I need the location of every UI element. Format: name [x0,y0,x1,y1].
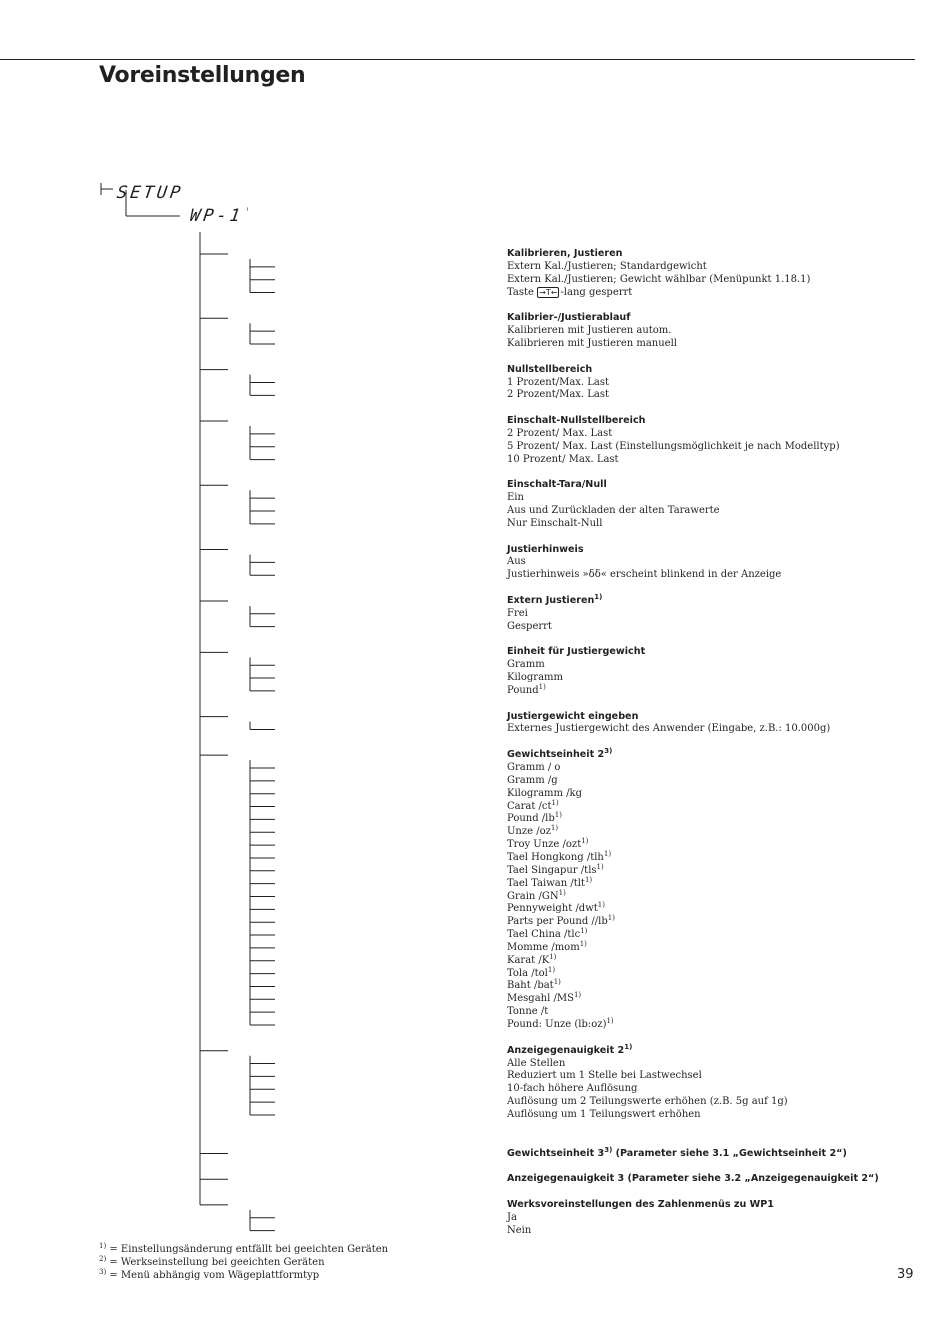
item-description [507,888,566,903]
item-description [507,1006,548,1018]
text-part: Gramm / o [507,762,561,773]
text-part: Gramm [507,659,545,671]
text-part: 3) [604,747,613,756]
text-part: Extern Justieren [507,594,595,606]
item-description [507,1058,565,1070]
text-part: Tael Hongkong /tlh [507,851,604,863]
text-part: Baht /bat [507,980,554,992]
text-part: Einschalt-Tara/Null [507,479,607,491]
text-part: Aus und Zurückladen der alten Tarawerte [507,505,720,516]
group-label [507,1145,847,1160]
item-description [507,1083,637,1095]
text-part: Justierhinweis [507,543,584,555]
text-part: 5 Prozent/ Max. Last (Einstellungsmöglichkeit je nach Modelltyp) [507,440,840,452]
item-description [507,939,587,954]
group-label [507,248,623,260]
text-part: Unze /oz [507,826,551,838]
text-part: 1) [551,798,559,807]
page-number: 39 [897,1267,914,1282]
item-description [507,261,707,273]
text-part: 1) [538,682,546,691]
item-description [507,454,619,466]
item-description [507,723,830,735]
text-part: Momme /mom [507,941,580,953]
text-part: Einheit für Justiergewicht [507,646,646,658]
item-description [507,505,720,517]
text-part: Tael Singapur /tls [507,864,597,876]
key-icon: →T← [539,287,558,297]
item-description [507,1212,517,1224]
footnote-1: $^{1)}$ = Einstellungsänderung entfällt bei geeichten Geräten [99,1242,389,1255]
footnote-3: $^{3)}$ = Menü abhängig vom Wägeplattformtyp [99,1268,320,1281]
item-description [507,1070,702,1082]
text-part: 1) [554,811,562,820]
text-part: 1) [624,1042,633,1051]
group-label [507,312,630,324]
text-part: Taste [507,286,538,298]
item-description [507,1096,788,1108]
text-part: Grain /GN [507,890,559,902]
text-part: 2 Prozent/Max. Last [507,389,610,401]
item-description [507,916,615,928]
item-description [507,965,556,980]
item-description [507,980,561,992]
group-label [507,749,612,761]
setup-display-label: SETUP [115,183,185,203]
group-label [507,711,638,723]
text-part: Aus [507,556,526,568]
item-description [507,428,612,440]
group-label [507,415,645,427]
item-description [507,325,671,337]
text-part: Kalibrieren mit Justieren manuell [507,337,677,349]
text-part: Reduziert um 1 Stelle bei Lastwechsel [507,1070,702,1082]
text-part: Gewichtseinheit 3 [507,1147,605,1159]
item-description [507,389,609,401]
text-part: Auflösung um 2 Teilungswerte erhöhen (z.B. 5g auf 1g) [507,1096,788,1108]
text-part: 1) [596,862,604,871]
text-part: -lang gesperrt [560,286,633,298]
text-part: Kalibrieren, Justieren [507,248,623,259]
group-label [507,364,592,376]
text-part: Extern Kal./Justieren; Standardgewicht [507,260,707,272]
footnote-2: $^{2)}$ = Werkseinstellung bei geeichten Geräten [99,1255,325,1268]
item-description [507,762,560,774]
group-label [507,544,584,556]
item-description [507,621,552,633]
text-part: Justiergewicht eingeben [507,710,639,722]
text-part: Werksvoreinstellungen des Zahlenmenüs zu WP1 [507,1198,774,1210]
text-part: Justierhinweis »δδ« erscheint blinkend in der Anzeige [507,569,782,581]
text-part: 2 Prozent/ Max. Last [507,427,613,439]
group-label [507,479,607,491]
text-part: Gewichtseinheit 2 [507,749,605,761]
text-part: 1) [584,875,593,884]
text-part: 3) [604,1145,613,1154]
text-part: Nur Einschalt-Null [507,517,603,529]
item-description [507,1225,531,1237]
group-label [507,1042,633,1057]
text-part: 1) [603,849,612,858]
item-description [507,903,605,915]
item-description [507,849,612,864]
text-part: Tael Taiwan /tlt [507,877,585,889]
item-description [507,993,581,1005]
text-part: Gesperrt [507,620,552,632]
text-part: Carat /ct [507,800,552,812]
text-part: 10 Prozent/ Max. Last [507,453,619,465]
item-description [507,682,546,697]
text-part: 1) [573,991,582,1000]
text-part: Alle Stellen [507,1057,566,1069]
text-part: (Parameter siehe 3.1 „Gewichtseinheit 2“) [612,1147,847,1159]
text-part: Einschalt-Nullstellbereich [507,415,646,427]
text-part: 1) [547,965,556,974]
text-part: 1 Prozent/Max. Last [507,376,610,388]
group-label [507,646,645,658]
text-part: Ein [507,492,524,504]
text-part: Auflösung um 1 Teilungswert erhöhen [507,1108,701,1120]
text-part: Parts per Pound //lb [507,916,608,928]
item-description [507,274,810,286]
text-part: Externes Justiergewicht des Anwender (Eingabe, z.B.: 10.000g) [507,723,831,735]
text-part: Nullstellbereich [507,363,593,375]
item-description [507,672,563,684]
page-title: Voreinstellungen [99,63,306,88]
item-description [507,659,545,671]
item-description [507,1109,701,1121]
text-part: Tonne /t [507,1006,549,1018]
text-part: 1) [607,914,615,923]
item-description [507,929,587,941]
text-part: Frei [507,607,528,619]
text-part: Extern Kal./Justieren; Gewicht wählbar (Menüpunkt 1.18.1) [507,273,811,285]
text-part: Kilogramm /kg [507,787,583,799]
text-part: Kalibrier-/Justierablauf [507,312,631,324]
group-label [507,1173,879,1185]
text-part: Tola /tol [507,967,548,979]
text-part: Gramm /g [507,774,558,786]
item-description [507,839,588,851]
text-part: Mesgahl /MS [507,993,574,1005]
text-part: Pound [507,684,539,696]
item-description [507,377,609,389]
text-part: 1) [553,978,561,987]
text-part: 1) [580,927,588,936]
text-part: Kalibrieren mit Justieren autom. [507,325,672,337]
text-part: Nein [507,1224,532,1236]
text-part: Pennyweight /dwt [507,903,598,915]
item-description [507,875,593,890]
item-description [507,556,526,568]
item-description [507,518,602,530]
text-part: Ja [507,1211,517,1223]
item-description [507,775,558,787]
group-label [507,592,603,607]
item-description [507,788,582,800]
text-part: Pound: Unze (lb:oz) [507,1019,607,1030]
text-part: 1) [579,939,587,948]
item-description [507,492,524,504]
wp-footnote-ref: ¹ [246,207,249,215]
wp-display-label: WP-1 [188,206,245,226]
item-description [507,338,677,350]
item-description [507,798,559,813]
text-part: Karat /K [507,954,550,966]
text-part: Anzeigegenauigkeit 2 [507,1044,625,1056]
item-description [507,1019,614,1031]
text-part: 1) [594,592,603,601]
text-part: Troy Unze /ozt [507,839,582,851]
text-part: 1) [581,837,589,846]
item-description [507,826,558,838]
text-part: 1) [549,952,557,961]
group-label [507,1199,774,1211]
item-description [507,441,840,453]
text-part: 1) [550,824,559,833]
text-part: 1) [558,888,566,897]
text-part: Tael China /tlc [507,929,581,941]
text-part: 10-fach höhere Auflösung [507,1083,638,1095]
text-part: 1) [606,1017,614,1025]
item-description [507,608,528,620]
text-part: Pound /lb [507,813,555,825]
text-part: Anzeigegenauigkeit 3 (Parameter siehe 3.2 „Anzeigegenauigkeit 2“) [507,1173,879,1185]
text-part: Kilogramm [507,672,563,684]
item-description [507,569,781,581]
item-description [507,287,632,299]
text-part: 1) [597,901,605,910]
